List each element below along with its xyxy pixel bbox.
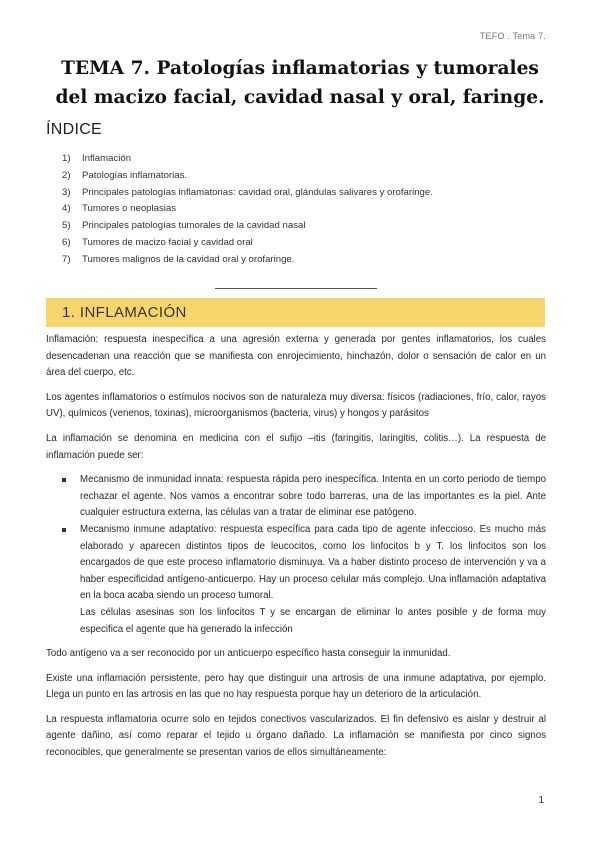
paragraph: La respuesta inflamatoria ocurre solo en tejidos conectivos vascularizados. El fin defensivo es aislar y destruir al agente dañino, así como reparar el tejido u órgano dañado. La inflamación se manifiesta por cinco signos reconocibles, que generalmente se presentan varios de ellos simultáneamente: <box>46 713 546 759</box>
square-bullet-icon <box>62 528 66 532</box>
paragraph: Inflamación: respuesta inespecífica a una agresión externa y generada por gentes inflamatorios, los cuales desencadenan una reacción que se manifiesta con enrojecimiento, hinchazón, dolor o sensación de calor en un área del cuerpo, etc. <box>46 334 546 379</box>
list-item: Mecanismo inmune adaptativo: respuesta específica para cada tipo de agente infeccioso. Es mucho más elaborado y aparecen distintos tipos de leucocitos, como los linfocitos b y T. los linfocitos son los encargados de que este proceso inflamatorio disminuya. Va a haber distinto proceso de intervención y va a haber especificidad antígeno-anticuerpo. Hay un proceso celular más complejo. Una inflamación adaptativa en la boca acaba siendo un proceso tumoral. Las células asesinas son los linfocitos T y se encargan de eliminar lo antes posible y de forma muy especifica el agente que ha generado la infección <box>46 522 546 638</box>
toc-item: 1) Inflamación <box>62 153 132 164</box>
document-body <box>46 332 546 770</box>
toc-item: 7) Tumores malignos de la cavidad oral y orofaringe. <box>62 253 295 265</box>
index-heading: ÍNDICE <box>46 121 103 138</box>
toc-item: 4) Tumores o neoplasias <box>62 203 177 215</box>
page-title <box>40 54 560 112</box>
section-heading: 1. INFLAMACIÓN <box>62 304 187 321</box>
table-of-contents <box>62 151 433 269</box>
toc-item: 5) Principales patologías tumorales de la cavidad nasal <box>62 220 306 232</box>
running-header: TEFO . Tema 7. <box>479 31 546 41</box>
paragraph: Los agentes inflamatorios o estímulos nocivos son de naturaleza muy diversa: físicos (radiaciones, frío, calor, rayos UV), químicos (venenos, toxinas), microorganismos (bacteria, virus) y hongos y parásitos <box>46 391 546 420</box>
list-item-continuation: Las células asesinas son los linfocitos T y se encargan de eliminar lo antes posible y de forma muy especifica el agente que ha generado la infección <box>80 606 546 635</box>
bullet-list <box>46 472 546 638</box>
paragraph: La inflamación se denomina en medicina con el sufijo –itis (faringitis, laringitis, colitis…). La respuesta de inflamación puede ser: <box>46 432 546 461</box>
paragraph: Todo antígeno va a ser reconocido por un anticuerpo específico hasta conseguir la inmunidad. <box>46 648 451 660</box>
title-line-1: TEMA 7. Patologías inflamatorias y tumorales <box>61 58 539 79</box>
toc-item: 3) Principales patologías inflamatorias: cavidad oral, glándulas salivares y orofaringe. <box>62 186 433 198</box>
toc-item: 2) Patologías inflamatorias. <box>62 169 188 181</box>
title-line-2: del macizo facial, cavidad nasal y oral, faringe. <box>55 87 545 108</box>
page-number: 1 <box>538 795 544 806</box>
square-bullet-icon <box>62 478 66 482</box>
list-item: Mecanismo de inmunidad innata: respuesta rápida pero inespecífica. Intenta en un corto periodo de tiempo rechazar el agente. Nos vamos a encontrar sobre todo barreras, una de las importantes es la piel. Ante cualquier estructura externa, las células van a tratar de eliminar ese patógeno. <box>46 472 546 522</box>
toc-item: 6) Tumores de macizo facial y cavidad oral <box>62 236 253 248</box>
section-heading-bar <box>46 298 545 327</box>
horizontal-divider <box>215 288 377 289</box>
paragraph: Existe una inflamación persistente, pero hay que distinguir una artrosis de una inmune adaptativa, por ejemplo. Llega un punto en las artrosis en las que no hay respuesta porque hay un deterioro de la articulación. <box>46 672 546 701</box>
